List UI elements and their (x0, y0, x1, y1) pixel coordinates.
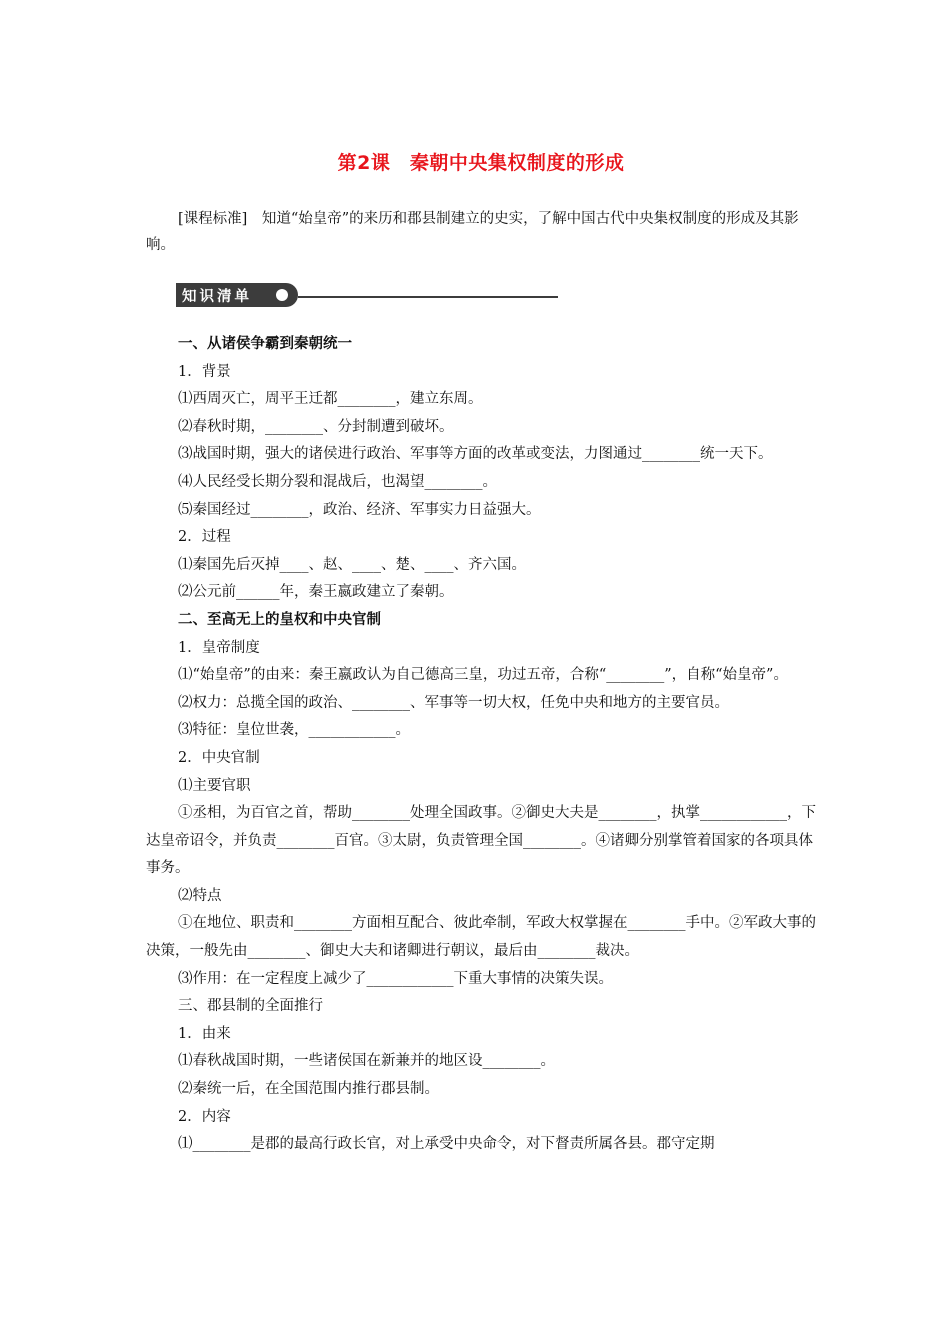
content-line: ⑶特征：皇位世袭，____________。 (178, 722, 410, 739)
content-line: ⑷人民经受长期分裂和混战后，也渴望________。 (178, 473, 497, 490)
content-line: ⑴“始皇帝”的由来：秦王嬴政认为自己德高三皇，功过五帝，合称“________”，自称“始皇帝”。 (178, 667, 788, 684)
content-line: 2．内容 (178, 1108, 231, 1125)
content-line: ⑵特点 (178, 887, 222, 904)
course-standard: [课程标准] 知道“始皇帝”的来历和郡县制建立的史实，了解中国古代中央集权制度的形成及其影响。 (146, 211, 799, 253)
section-heading: 二、至高无上的皇权和中央官制 (178, 611, 381, 628)
lesson-title: 第2课 秦朝中央集权制度的形成 (337, 152, 625, 174)
content-line: ⑵春秋时期，________、分封制遭到破坏。 (178, 418, 454, 435)
content-line: ⑸秦国经过________，政治、经济、军事实力日益强大。 (178, 501, 541, 518)
content-line: 1．由来 (178, 1025, 231, 1042)
content-line: 2．过程 (178, 529, 231, 546)
content-line: ⑶作用：在一定程度上减少了____________下重大事情的决策失误。 (178, 970, 613, 987)
content-line: ⑵权力：总揽全国的政治、________、军事等一切大权，任免中央和地方的主要官员。 (178, 694, 729, 711)
content-line: ⑵秦统一后，在全国范围内推行郡县制。 (178, 1081, 439, 1098)
content-line: ⑴春秋战国时期，一些诸侯国在新兼并的地区设________。 (178, 1053, 555, 1070)
banner-label: 知识清单 (182, 289, 252, 305)
content-line: 1．皇帝制度 (178, 639, 260, 656)
content-body (146, 331, 816, 1159)
content-line: ①丞相，为百官之首，帮助________处理全国政事。②御史大夫是________，执掌____________，下达皇帝诏令，并负责________百官。③太尉，负责管理全国________。④诸卿分别掌管着国家的各项具体事务。 (146, 805, 816, 877)
content-line: ⑴秦国先后灭掉____、赵、____、楚、____、齐六国。 (178, 556, 526, 573)
content-line: ⑴主要官职 (178, 777, 251, 794)
content-line: ⑵公元前______年，秦王嬴政建立了秦朝。 (178, 584, 454, 601)
banner-dot-icon (276, 289, 288, 301)
content-line: ⑴西周灭亡，周平王迁都________，建立东周。 (178, 391, 483, 408)
content-line: 三、郡县制的全面推行 (178, 998, 323, 1015)
content-line: ⑶战国时期，强大的诸侯进行政治、军事等方面的改革或变法，力图通过________统一天下。 (178, 446, 773, 463)
content-line: ⑴________是郡的最高行政长官，对上承受中央命令，对下督责所属各县。郡守定期 (178, 1136, 715, 1153)
banner-divider (298, 296, 558, 298)
content-line: 2．中央官制 (178, 749, 260, 766)
section-heading: 一、从诸侯争霸到秦朝统一 (178, 336, 352, 352)
content-line: ①在地位、职责和________方面相互配合、彼此牵制，军政大权掌握在________手中。②军政大事的决策，一般先由________、御史大夫和诸卿进行朝议，最后由________裁决。 (146, 915, 816, 960)
content-line: 1．背景 (178, 363, 231, 380)
